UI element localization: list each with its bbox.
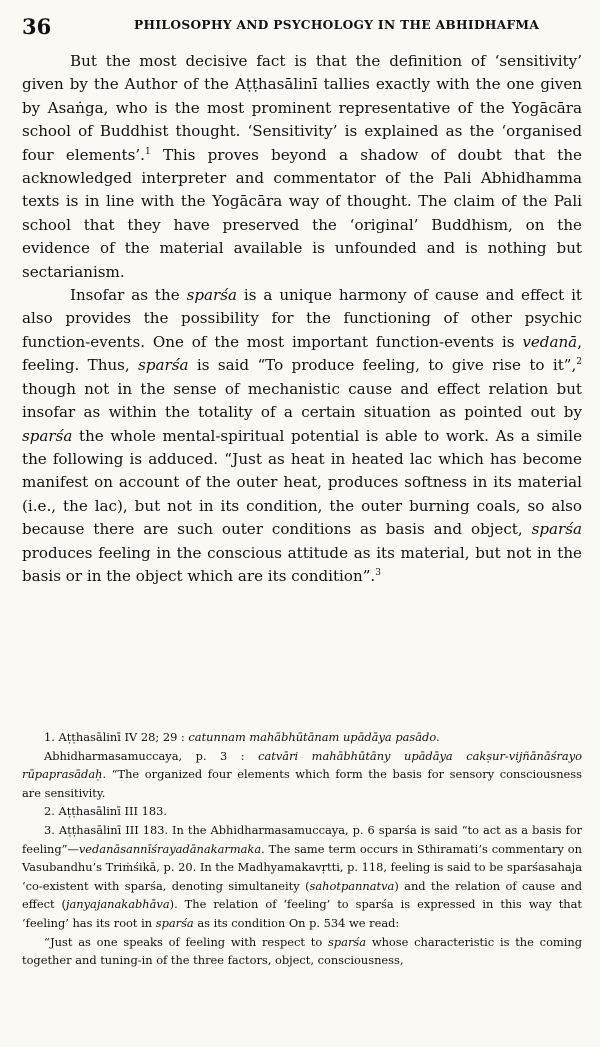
paragraph-1	[22, 50, 582, 284]
paragraph-2-text-c: , feeling. Thus,	[22, 332, 582, 375]
footnote-text: . The same term occurs in Sthiramati’s commentary on Vasubandhu’s Triṁśikā, p. 20. In the Madhyamakavṛtti, p. 118, feeling is said to be sparśasahaja ‘co-existent with sparśa, denoting simultaneity (	[22, 841, 582, 893]
term-sparsa: sparśa	[186, 286, 237, 305]
footnote-italic: catvāri mahābhūtāny upādāya cakṣur-vijñānāśrayo rūpaprasādaḥ.	[22, 748, 582, 782]
paragraph-2-text-f: the whole mental-spiritual potential is able to work. As a simile the following is adduced. “Just as heat in heated lac which has become manifest on account of the outer heat, produces softness in its material (i.e., the lac), but not in its condition, the outer burning coals, so also because there are such outer conditions as basis and object,	[22, 426, 582, 539]
paragraph-1-text-b: This proves beyond a shadow of doubt that the acknowledged interpreter and commentator of the Pali Abhidhamma texts is in line with the Yogācāra way of thought. The claim of the Pali school that they have preserved the ‘original’ Buddhism, on the evidence of the material available is unfounded and is nothing but sectarianism.	[22, 145, 582, 281]
paragraph-1-text-a: But the most decisive fact is that the definition of ‘sensitivity’ given by the Author of the Aṭṭhasālinī tallies exactly with the one given by Asaṅga, who is the most prominent representative of the Yogācāra school of Buddhist thought. ‘Sensitivity’ is explained as the ‘organised four elements’.	[22, 52, 582, 164]
term-sparsa: sparśa	[22, 426, 73, 445]
footnote-text: 1. Aṭṭhasālinī IV 28; 29 :	[44, 730, 189, 744]
paragraph-2	[22, 284, 582, 588]
footnote-text: as its condition On p. 534 we read:	[193, 915, 400, 930]
footnote-italic: sparśa	[155, 915, 194, 930]
footnote-italic: sparśa	[328, 934, 367, 949]
footnote-ref-1: 1	[144, 146, 151, 157]
term-vedana: vedanā	[522, 332, 578, 351]
main-text	[22, 50, 582, 588]
footnote-italic: sahotpannatva	[309, 878, 395, 893]
footnote-text: whose characteristic is the coming together and tuning-in of the three factors, object, consciousness,	[22, 934, 582, 968]
paragraph-2-text-a: Insofar as the	[70, 286, 187, 305]
running-head: PHILOSOPHY AND PSYCHOLOGY IN THE ABHIDHAFMA	[134, 18, 540, 32]
footnote-italic: vedanāsannīśrayadānakarmaka	[78, 841, 262, 856]
footnotes	[22, 728, 582, 970]
footnote-text: “Just as one speaks of feeling with respect to	[44, 934, 329, 949]
footnote-italic: janyajanakabhāva	[65, 897, 170, 912]
term-sparsa: sparśa	[138, 356, 189, 375]
term-sparsa: sparśa	[531, 520, 582, 539]
paragraph-2-text-g: produces feeling in the conscious attitude as its material, but not in the basis or in the object which are its condition”.	[22, 543, 582, 585]
footnote-text: ). The relation of ‘feeling’ to sparśa is expressed in this way that ‘feeling’ has its root in	[22, 897, 582, 930]
footnote-1b	[22, 747, 582, 803]
footnote-2	[22, 802, 582, 821]
footnote-ref-3: 3	[375, 567, 381, 578]
footnote-italic: catunnam mahābhūtānam upādāya pasādo.	[188, 730, 440, 744]
footnote-ref-2: 2	[576, 357, 583, 368]
page-header	[22, 14, 578, 40]
footnote-text: ) and the relation of cause and effect (	[22, 878, 582, 912]
footnote-3	[22, 821, 582, 933]
paragraph-2-text-e: though not in the sense of mechanistic cause and effect relation but insofar as within the totality of a certain situation as pointed out by	[22, 379, 582, 422]
page-number: 36	[22, 14, 52, 39]
footnote-text: Abhidharmasamuccaya, p. 3 :	[44, 748, 259, 763]
footnote-text: 3. Aṭṭhasālinī III 183. In the Abhidharmasamuccaya, p. 6 sparśa is said “to act as a basis for feeling”—	[22, 822, 582, 856]
footnote-text: 2. Aṭṭhasālinī III 183.	[44, 804, 168, 819]
footnote-text: “The organized four elements which form the basis for sensory consciousness are sensitivity.	[22, 767, 582, 800]
footnote-3-quote	[22, 933, 582, 970]
paragraph-2-text-d: is said “To produce feeling, to give rise to it”,	[188, 356, 577, 375]
footnote-1a	[22, 728, 582, 747]
paragraph-2-text-b: is a unique harmony of cause and effect it also provides the possibility for the functioning of other psychic function-events. One of the most important function-events is	[22, 286, 582, 351]
